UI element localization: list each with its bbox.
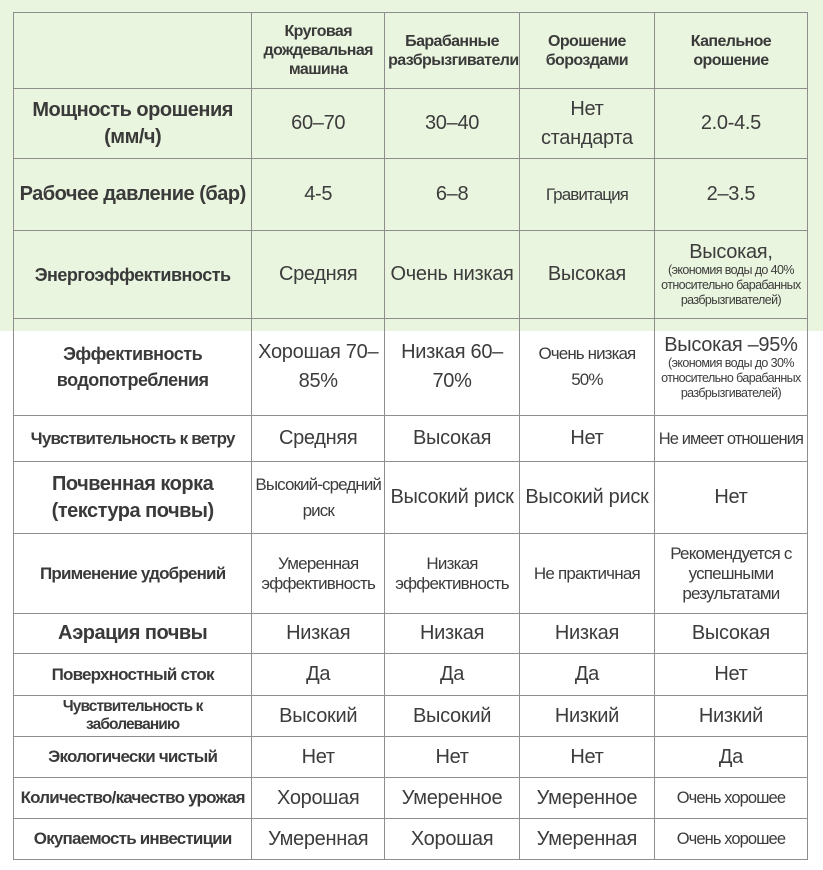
table-row (14, 416, 808, 462)
irrigation-comparison-table (13, 12, 808, 860)
row-label: Поверхностный сток (14, 654, 252, 696)
table-cell: Умеренная эффективность (252, 534, 385, 614)
cell-main-value: Высокая –95% (664, 333, 798, 356)
cell-main-value: Высокая, (689, 241, 773, 263)
table-cell: Гравитация (519, 159, 654, 231)
table-cell: Низкий (519, 696, 654, 737)
table-row (14, 231, 808, 319)
table-cell: Нет (519, 416, 654, 462)
table-cell: Низкая 60–70% (385, 319, 520, 416)
table-cell: Умеренное (519, 778, 654, 819)
table-cell: 6–8 (385, 159, 520, 231)
table-cell: Нет (252, 737, 385, 778)
table-cell: 30–40 (385, 89, 520, 159)
table-cell: 4-5 (252, 159, 385, 231)
table-cell (654, 319, 807, 416)
table-cell: Высокая (385, 416, 520, 462)
row-label: Экологически чистый (14, 737, 252, 778)
table-cell: Умеренное (385, 778, 520, 819)
table-cell: 60–70 (252, 89, 385, 159)
table-row (14, 319, 808, 416)
table-cell: 2–3.5 (654, 159, 807, 231)
cell-note: (экономия воды до 40% относительно барабанных разбрызгивателей) (661, 263, 801, 307)
table-cell: Высокий (385, 696, 520, 737)
table-row (14, 614, 808, 654)
table-cell: Средняя (252, 416, 385, 462)
table-cell: Нет (519, 737, 654, 778)
table-cell (654, 231, 807, 319)
table-cell: Низкая эффективность (385, 534, 520, 614)
table-cell: Да (385, 654, 520, 696)
table-row (14, 159, 808, 231)
column-header-center-pivot: Круговая дождевальная машина (252, 13, 385, 89)
row-label: Окупаемость инвестиции (14, 819, 252, 860)
row-label: Чувствительность к ветру (14, 416, 252, 462)
cell-note: (экономия воды до 30% относительно барабанных разбрызгивателей) (661, 355, 801, 400)
table-cell: Высокий риск (385, 462, 520, 534)
table-cell: Умеренная (252, 819, 385, 860)
row-label: Почвенная корка (текстура почвы) (14, 462, 252, 534)
table-cell: 2.0-4.5 (654, 89, 807, 159)
row-label: Рабочее давление (бар) (14, 159, 252, 231)
table-cell: Да (519, 654, 654, 696)
table-cell: Очень низкая 50% (519, 319, 654, 416)
table-cell: Очень низкая (385, 231, 520, 319)
table-row (14, 534, 808, 614)
row-label: Чувствительность к заболеванию (14, 696, 252, 737)
row-label: Применение удобрений (14, 534, 252, 614)
table-row (14, 696, 808, 737)
table-cell: Нет стандарта (519, 89, 654, 159)
table-cell: Высокий-средний риск (252, 462, 385, 534)
table-cell: Нет (654, 654, 807, 696)
table-cell: Умеренная (519, 819, 654, 860)
row-label: Мощность орошения (мм/ч) (14, 89, 252, 159)
row-label: Количество/качество урожая (14, 778, 252, 819)
table-cell: Очень хорошее (654, 778, 807, 819)
table-row (14, 737, 808, 778)
table-row (14, 89, 808, 159)
table-cell: Высокий (252, 696, 385, 737)
table-cell: Хорошая (252, 778, 385, 819)
table-cell: Низкая (519, 614, 654, 654)
table-cell: Низкая (252, 614, 385, 654)
table-cell: Хорошая 70–85% (252, 319, 385, 416)
table-cell: Средняя (252, 231, 385, 319)
header-row (14, 13, 808, 89)
table-cell: Низкий (654, 696, 807, 737)
corner-cell (14, 13, 252, 89)
table-row (14, 462, 808, 534)
row-label: Эффективность водопотребления (14, 319, 252, 416)
table-cell: Да (654, 737, 807, 778)
column-header-furrow: Орошение бороздами (519, 13, 654, 89)
table-cell: Низкая (385, 614, 520, 654)
row-label: Энергоэффективность (14, 231, 252, 319)
table-cell: Не имеет отношения (654, 416, 807, 462)
table-cell: Не практичная (519, 534, 654, 614)
table-cell: Нет (385, 737, 520, 778)
column-header-drum-sprinklers: Барабанные разбрызгиватели (385, 13, 520, 89)
row-label: Аэрация почвы (14, 614, 252, 654)
table-cell: Рекомендуется с успешными результатами (654, 534, 807, 614)
table-row (14, 654, 808, 696)
table-row (14, 819, 808, 860)
table-cell: Да (252, 654, 385, 696)
table-cell: Высокая (654, 614, 807, 654)
table-cell: Нет (654, 462, 807, 534)
column-header-drip: Капельное орошение (654, 13, 807, 89)
table-cell: Хорошая (385, 819, 520, 860)
table-cell: Высокий риск (519, 462, 654, 534)
table-cell: Очень хорошее (654, 819, 807, 860)
table-cell: Высокая (519, 231, 654, 319)
table-row (14, 778, 808, 819)
